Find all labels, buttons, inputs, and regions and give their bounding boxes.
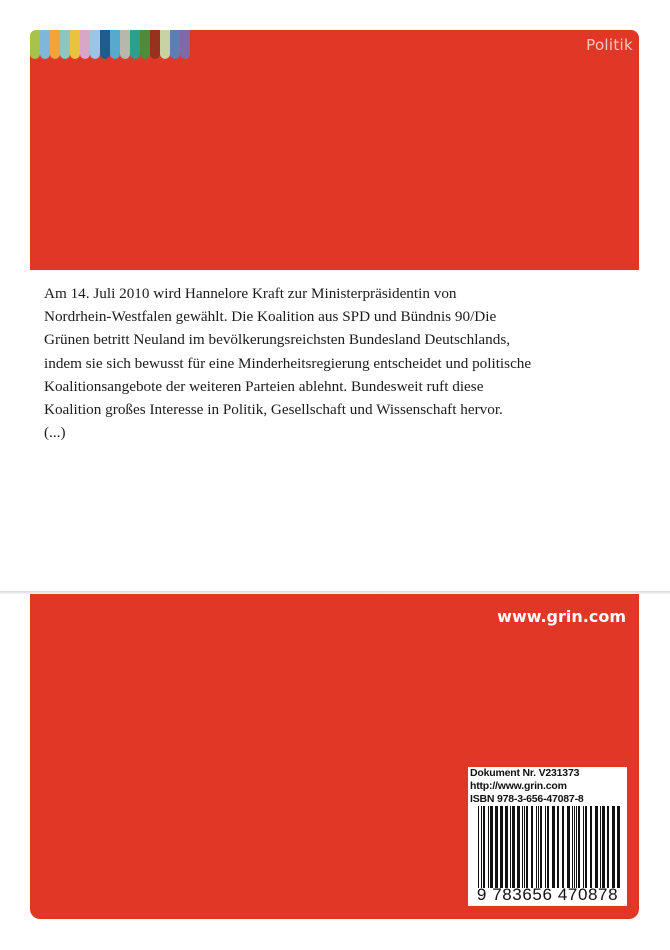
barcode-bar [590, 806, 592, 888]
color-stripes [30, 30, 190, 59]
barcode-bar [585, 806, 587, 888]
barcode-bar [567, 806, 570, 888]
barcode-bar [602, 806, 605, 888]
barcode-bar [526, 806, 528, 888]
isbn: ISBN 978-3-656-47087-8 [470, 793, 584, 805]
barcode-bar [578, 806, 580, 888]
cover-bottom-panel [30, 594, 639, 919]
barcode-bar [552, 806, 555, 888]
barcode-bar [490, 806, 493, 888]
document-info [470, 767, 584, 806]
color-stripe [50, 30, 60, 59]
color-stripe [30, 30, 40, 59]
barcode [468, 806, 627, 888]
barcode-bar [612, 806, 615, 888]
color-stripe [130, 30, 140, 59]
barcode-bar [531, 806, 533, 888]
barcode-bar [547, 806, 549, 888]
barcode-bar [574, 806, 575, 888]
color-stripe [150, 30, 160, 59]
barcode-bar [545, 806, 546, 888]
barcode-bar [607, 806, 609, 888]
barcode-bar [617, 806, 620, 888]
barcode-bar [488, 806, 489, 888]
barcode-bar [572, 806, 573, 888]
color-stripe [100, 30, 110, 59]
barcode-bar [512, 806, 515, 888]
color-stripe [120, 30, 130, 59]
barcode-bar [536, 806, 537, 888]
barcode-bar [557, 806, 559, 888]
barcode-bar [500, 806, 503, 888]
barcode-bar [517, 806, 520, 888]
color-stripe [70, 30, 80, 59]
barcode-bar [510, 806, 511, 888]
color-stripe [110, 30, 120, 59]
blurb-panel [30, 270, 639, 591]
barcode-bar [495, 806, 498, 888]
barcode-bar [576, 806, 577, 888]
document-number: Dokument Nr. V231373 [470, 767, 580, 779]
barcode-box [468, 767, 627, 906]
barcode-digits: 9 783656 470878 [476, 885, 619, 904]
color-stripe [140, 30, 150, 59]
color-stripe [40, 30, 50, 59]
color-stripe [90, 30, 100, 59]
color-stripe [80, 30, 90, 59]
color-stripe [160, 30, 170, 59]
color-stripe [60, 30, 70, 59]
category-label: Politik [586, 36, 633, 54]
barcode-bar [595, 806, 598, 888]
barcode-bar [483, 806, 485, 888]
barcode-bar [540, 806, 542, 888]
barcode-bar [522, 806, 523, 888]
color-stripe [170, 30, 180, 59]
barcode-bar [583, 806, 584, 888]
barcode-bar [600, 806, 601, 888]
color-stripe [180, 30, 190, 59]
cover-top-panel [30, 30, 639, 270]
barcode-bar [538, 806, 539, 888]
blurb-text: Am 14. Juli 2010 wird Hannelore Kraft zur Ministerpräsidentin von Nordrhein-Westfalen gewählt. Die Koalition aus SPD und Bündnis 90/Die Grünen betritt Neuland im bevölkerungsreichsten Bundesland Deutschlands, indem sie sich bewusst für eine Minderheitsregierung entscheidet und politische Koalitionsangebote der weiteren Parteien ablehnt. Bundesweit ruft diese Koalition großes Interesse in Politik, Gesellschaft und Wissenschaft hervor. (...) [44, 285, 532, 442]
barcode-bar [505, 806, 508, 888]
barcode-bar [524, 806, 525, 888]
barcode-bar [481, 806, 482, 888]
barcode-bar [562, 806, 564, 888]
barcode-bar [478, 806, 479, 888]
document-link: http://www.grin.com [470, 780, 567, 792]
publisher-url: www.grin.com [497, 607, 626, 626]
